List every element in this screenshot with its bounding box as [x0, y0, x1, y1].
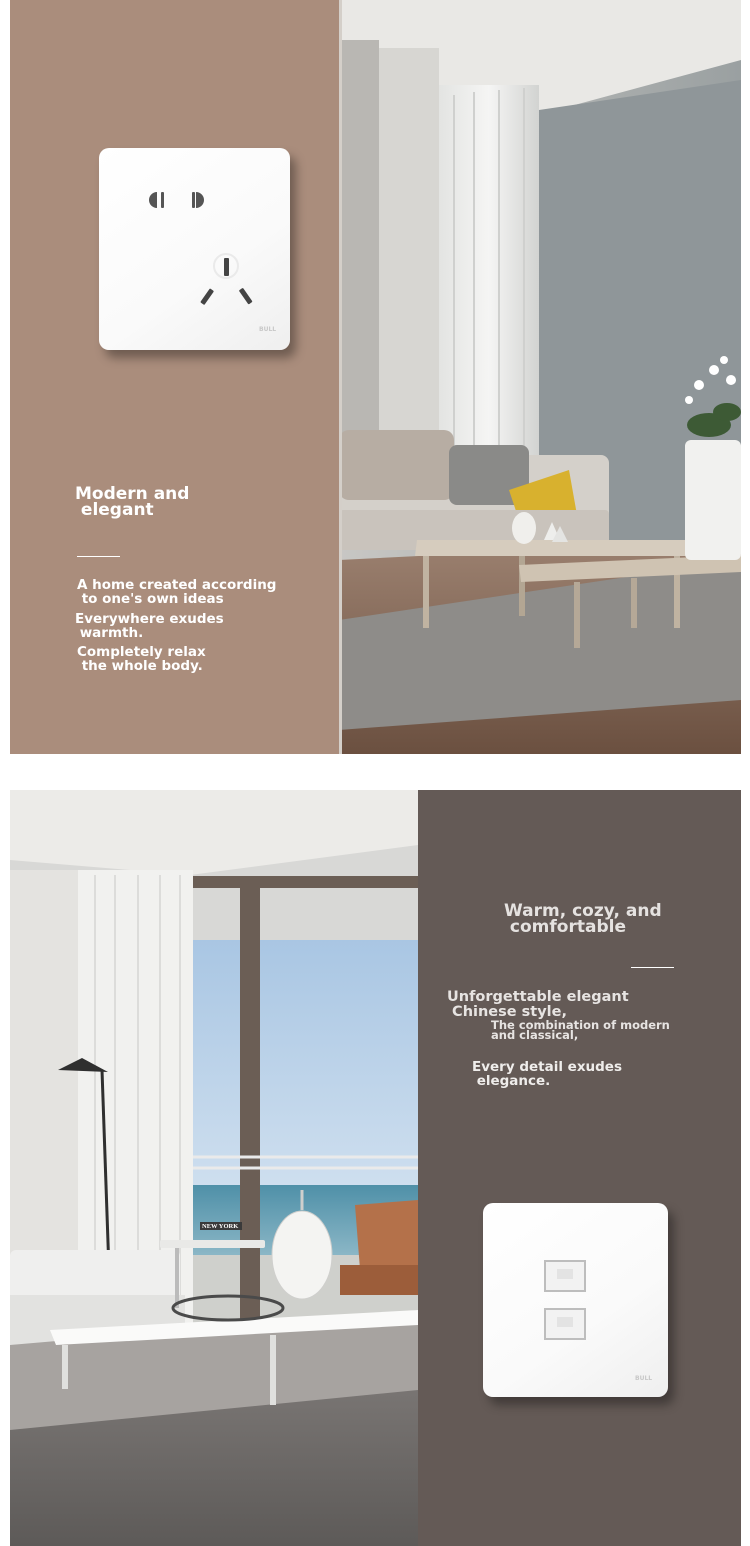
bedroom-banner — [10, 790, 741, 1546]
ethernet-port-icon — [483, 1203, 668, 1397]
power-socket-plate — [99, 148, 290, 350]
bedroom-photo — [10, 790, 418, 1546]
tagline-3: Completely relax the whole body. — [77, 644, 206, 674]
panel2-heading: Warm, cozy, and comfortable — [504, 901, 662, 937]
style-line: Unforgettable elegant Chinese style, — [447, 989, 629, 1020]
living-room-banner — [10, 0, 741, 754]
tan-wall-background — [10, 0, 339, 754]
socket-holes-icon — [99, 148, 290, 350]
tagline-2: Everywhere exudes warmth. — [75, 611, 224, 641]
heading-divider — [77, 556, 120, 557]
magazine-title: NEW YORK — [202, 1223, 239, 1230]
tagline-1: A home created according to one's own ideas — [77, 577, 277, 607]
brand-logo: BULL — [259, 326, 277, 333]
network-socket-plate — [483, 1203, 668, 1397]
modern-classical-line: The combination of modern and classical, — [491, 1018, 670, 1042]
brand-logo: BULL — [635, 1375, 653, 1382]
panel1-heading: Modern and elegant — [75, 484, 190, 520]
living-room-photo — [339, 0, 741, 754]
heading-divider — [631, 967, 674, 968]
detail-line: Every detail exudes elegance. — [472, 1059, 623, 1089]
